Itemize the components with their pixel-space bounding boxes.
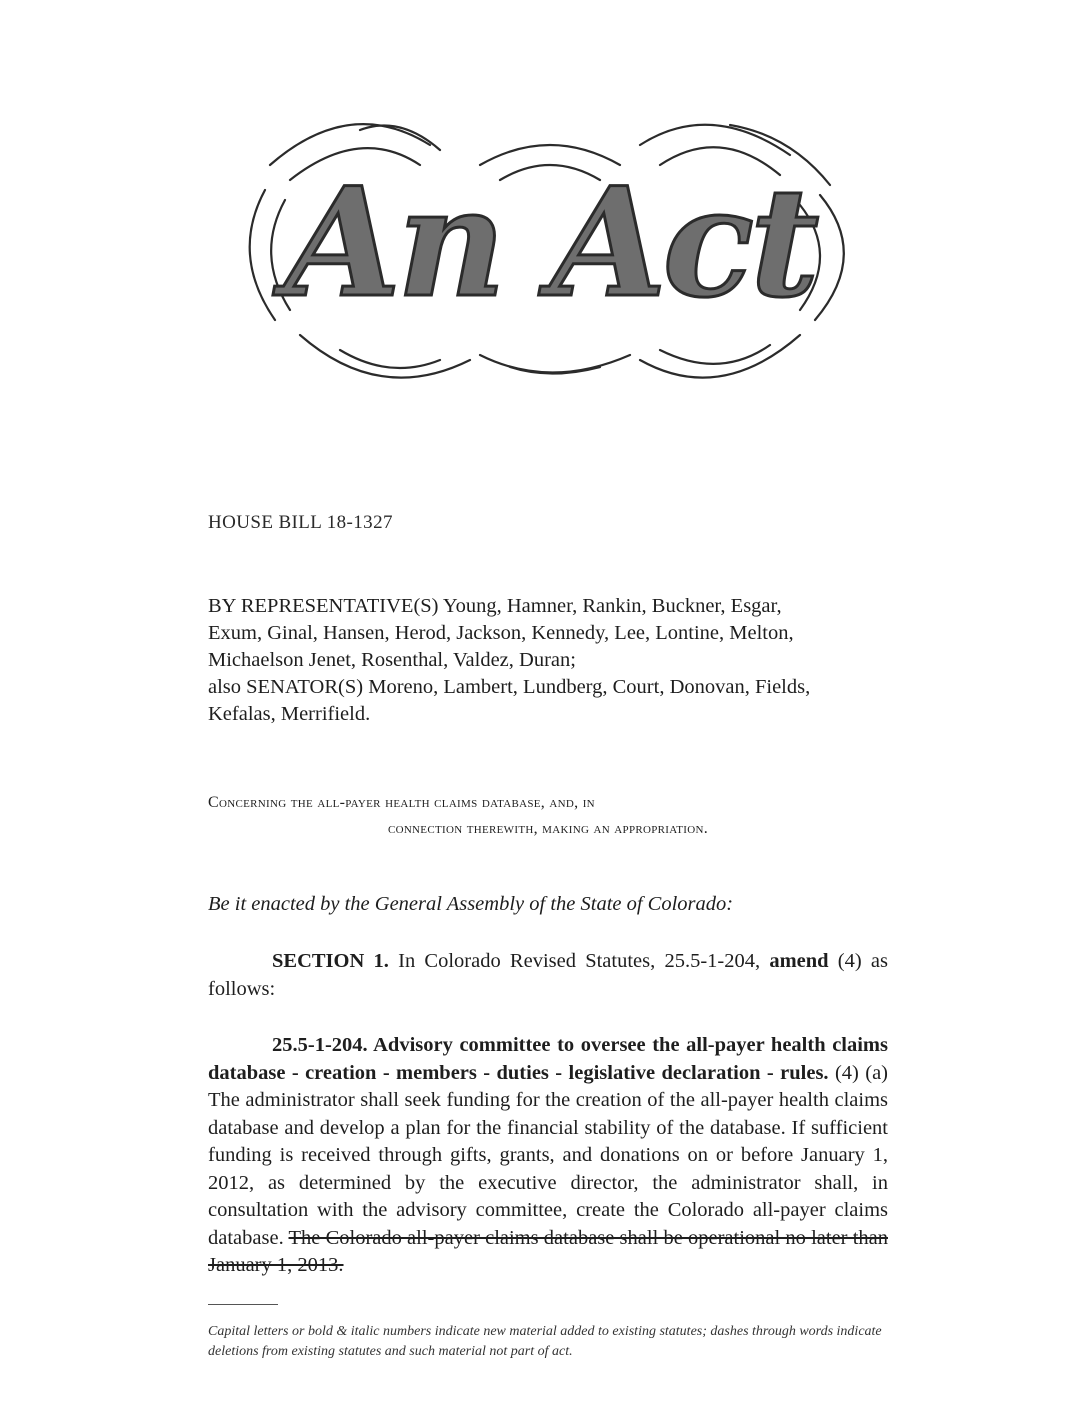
amend-keyword: amend <box>769 950 829 972</box>
footnote-divider <box>208 1304 278 1305</box>
struck-text: The Colorado all-payer claims database shall be operational no later than January 1, 2013. <box>208 1226 888 1276</box>
concerning-line: Concerning the all-payer health claims database, and, in <box>208 794 595 811</box>
statute-heading: 25.5-1-204. Advisory committee to oversee the all-payer health claims database - creation - members - duties - legislative declaration - rules. <box>208 1034 888 1084</box>
section-1 <box>208 947 888 1003</box>
statute-body: (4) (a) The administrator shall seek funding for the creation of the all-payer health claims database and develop a plan for the financial stability of the database. If sufficient funding is received through gifts, grants, and donations on or before January 1, 2012, as determined by the executive director, the administrator shall, in consultation with the advisory committee, create the Colorado all-payer claims database. <box>208 1061 888 1249</box>
sponsors-line: Kefalas, Merrifield. <box>208 703 371 725</box>
title-text: An Act <box>284 155 816 331</box>
section-heading: SECTION 1. <box>272 950 389 972</box>
sponsors-line: Michaelson Jenet, Rosenthal, Valdez, Duran; <box>208 649 576 671</box>
enacting-clause: Be it enacted by the General Assembly of the State of Colorado: <box>208 893 734 915</box>
bill-number: HOUSE BILL 18-1327 <box>208 512 393 533</box>
statute-text <box>208 1032 888 1280</box>
sponsors-line: also SENATOR(S) Moreno, Lambert, Lundberg, Court, Donovan, Fields, <box>208 676 811 698</box>
section-text: (4) as follows: <box>208 950 889 1000</box>
an-act-title-ornament <box>230 105 870 405</box>
concerning-line: connection therewith, making an appropriation. <box>387 820 709 837</box>
sponsors-line: BY REPRESENTATIVE(S) Young, Hamner, Rankin, Buckner, Esgar, <box>208 595 782 617</box>
section-text: In Colorado Revised Statutes, 25.5-1-204, <box>388 950 770 972</box>
sponsors-line: Exum, Ginal, Hansen, Herod, Jackson, Kennedy, Lee, Lontine, Melton, <box>208 622 794 644</box>
concerning-clause <box>208 790 888 842</box>
footnote: Capital letters or bold & italic numbers indicate new material added to existing statutes; dashes through words indicate deletions from existing statutes and such material not part of act. <box>208 1324 882 1359</box>
sponsors-block <box>208 593 888 728</box>
